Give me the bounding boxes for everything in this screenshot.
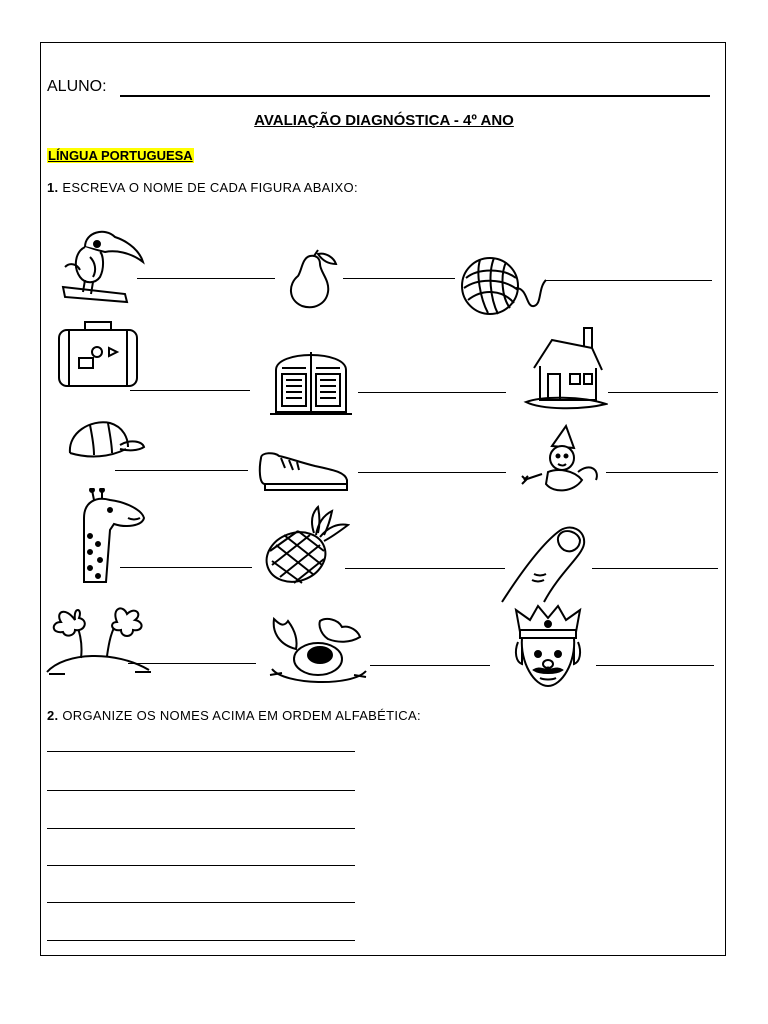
subject-heading: LÍNGUA PORTUGUESA — [48, 148, 193, 163]
answer-line-finger[interactable] — [592, 568, 718, 569]
answer-line-yarn[interactable] — [545, 280, 712, 281]
cap-icon — [60, 415, 146, 465]
answer-line-king[interactable] — [596, 665, 714, 666]
house-icon — [522, 318, 608, 413]
question-1-text: ESCREVA O NOME DE CADA FIGURA ABAIXO: — [58, 180, 358, 195]
alphabetical-answer-line[interactable] — [47, 865, 355, 866]
yarn-ball-icon — [458, 248, 548, 326]
giraffe-icon — [70, 488, 150, 586]
answer-line-house[interactable] — [608, 392, 718, 393]
question-1-number: 1. — [47, 180, 59, 195]
answer-line-pineapple[interactable] — [345, 568, 505, 569]
answer-line-window[interactable] — [358, 392, 506, 393]
answer-line-fairy[interactable] — [606, 472, 718, 473]
answer-line-cap[interactable] — [115, 470, 248, 471]
shoe-icon — [255, 448, 351, 492]
student-name-field[interactable] — [120, 95, 710, 97]
answer-line-giraffe[interactable] — [120, 567, 252, 568]
mouse-icon — [268, 615, 368, 690]
suitcase-icon — [55, 318, 145, 393]
figures-grid — [40, 210, 726, 698]
king-icon — [508, 602, 588, 692]
student-name-label: ALUNO: — [47, 78, 107, 95]
answer-line-toucan[interactable] — [137, 278, 275, 279]
question-2-text: ORGANIZE OS NOMES ACIMA EM ORDEM ALFABÉTICA: — [58, 708, 421, 723]
page-title: AVALIAÇÃO DIAGNÓSTICA - 4º ANO — [254, 112, 514, 129]
question-1 — [47, 180, 358, 195]
answer-line-pear[interactable] — [343, 278, 455, 279]
question-2-number: 2. — [47, 708, 59, 723]
answer-line-island[interactable] — [128, 663, 256, 664]
alphabetical-answer-line[interactable] — [47, 902, 355, 903]
question-2 — [47, 708, 421, 723]
answer-line-shoe[interactable] — [358, 472, 506, 473]
alphabetical-answer-line[interactable] — [47, 828, 355, 829]
alphabetical-answer-line[interactable] — [47, 751, 355, 752]
window-icon — [268, 340, 354, 420]
alphabetical-answer-line[interactable] — [47, 790, 355, 791]
answer-line-mouse[interactable] — [370, 665, 490, 666]
alphabetical-answer-line[interactable] — [47, 940, 355, 941]
pineapple-icon — [262, 505, 350, 585]
pear-icon — [280, 248, 342, 310]
answer-line-suitcase[interactable] — [130, 390, 250, 391]
finger-icon — [500, 524, 590, 604]
island-icon — [45, 602, 155, 682]
toucan-icon — [55, 222, 145, 307]
fairy-icon — [518, 422, 608, 502]
